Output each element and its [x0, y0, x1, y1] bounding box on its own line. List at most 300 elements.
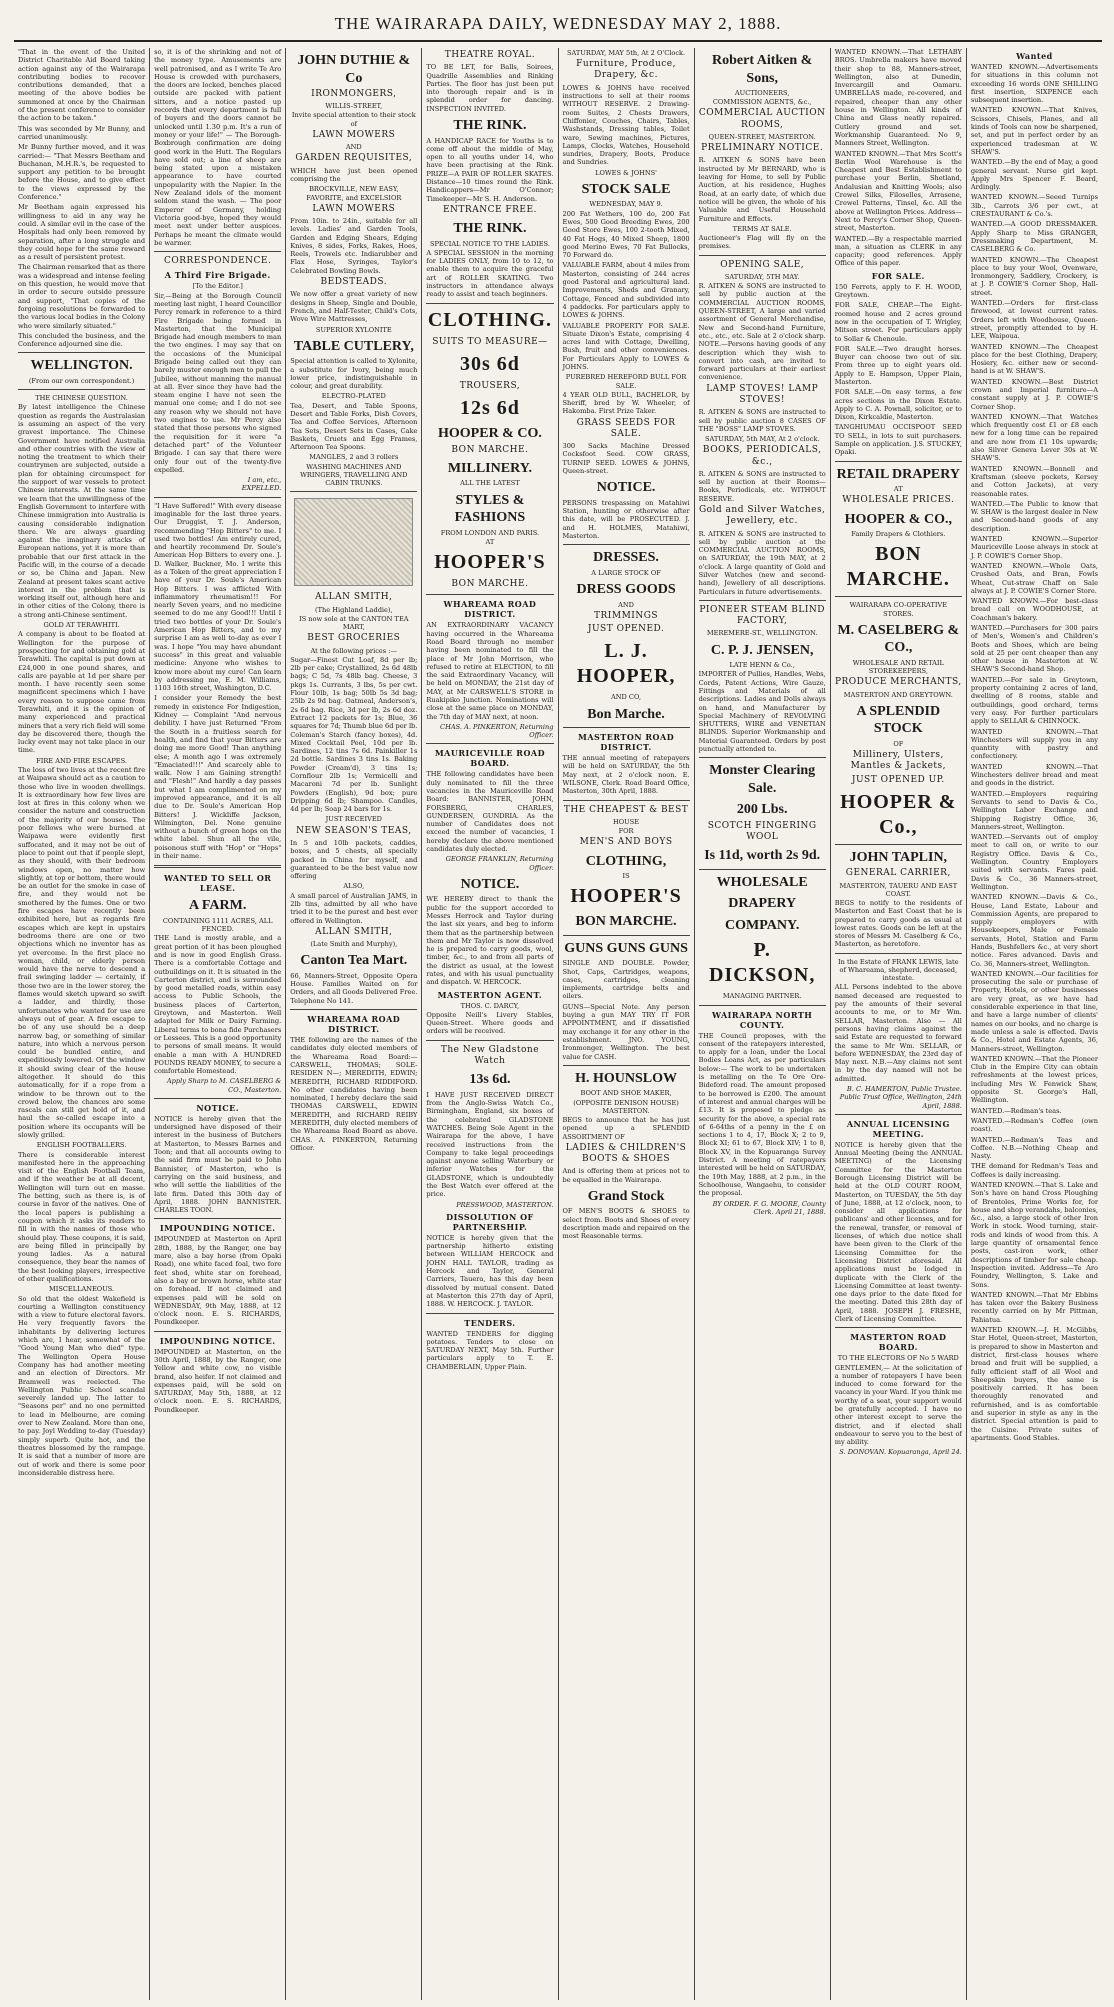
- ad-body: 200 Fat Wethers, 100 do, 200 Fat Ewes, 500 Good Breeding Ewes, 200 Good Store Ewes, 100 2-tooth Mixed, 40 Fat Hogs, 40 Mixed Sheep, 1800 good Merino Ewes, 70 Fat Bullocks, 70 Forward do.: [562, 209, 690, 260]
- classified-ad: WANTED.—Servants out of employ meet to call on, or write to our Registry Office. Davis & Co., Wellington. Country Employers suited with servants. Fares paid. Davis & Co., 36 Manners-street, Wellington.: [970, 833, 1098, 891]
- advert-testimonial: I consider your Remedy the best remedy in existence For Indigestion, Kidney — Complaint "And nervous debility. I have just Returned "From the South in a fruitless search for health, and find that your Bitters are doing me more Good! Than anything else; A month ago I was extremely "Emaciated!!!" And scarcely able to walk. Now I am Gaining strength! and "Flesh!" And hardly a day passes but what I am complimented on my improved appearance, and it is all due to Dr. Soule's American Hop Bitters! J. Wickliffe Jackson, Wilmington, Del. None genuine without a bunch of green hops on the white label. Shun all the vile, poisonous stuff with "Hop" or "Hops" in their name.: [154, 694, 282, 861]
- ad-line: Bon Marche.: [587, 706, 665, 722]
- article-heading: MISCELLANEOUS.: [48, 1285, 115, 1294]
- ad-line: LOWES & JOHNS': [595, 168, 657, 177]
- notice-body: THE annual meeting of ratepayers will be held on SATURDAY, the 5th May next, at 2 o'clock noon. E. WILSONE, Clerk. Road Board Office, Masterton, 30th April, 1888.: [562, 754, 690, 796]
- ad-line: WEDNESDAY, MAY 9.: [589, 200, 663, 209]
- notice-heading: MAURICEVILLE ROAD BOARD.: [434, 748, 546, 769]
- article-paragraph: Mr Beetham again expressed his willingness to aid in any way he could. A similar evil in the case of the Hospitals had only been removed by separation, after a long struggle and they could hope for the same reward as a result of persistent protest.: [18, 203, 146, 262]
- notice-heading: MASTERTON AGENT.: [437, 989, 543, 1000]
- notice-body: WE HEREBY direct to thank the public for the support accorded to Messrs Herrock and Taylor during the last six years, and beg to inform them that as the partnership between them and Mr Taylor is now dissolved he is prepared to carry goods, wool, timber, &c., to and from all parts of the district as usual, at the lowest rates, and with his usual punctuality and dispatch. W. HERCOCK.: [426, 895, 554, 987]
- notice-heading: TENDERS.: [464, 1317, 516, 1328]
- ad-signature: PRESSWOOD, MASTERTON.: [456, 1200, 554, 1209]
- column-7: [831, 48, 967, 2000]
- column-2: [150, 48, 286, 2000]
- classified-ad: WANTED.—Redman's Teas and Coffee. N.B.—Nothing Cheap and Nasty.: [970, 1135, 1098, 1161]
- ad-line: FROM LONDON AND PARIS.: [440, 528, 540, 537]
- divider: [154, 1331, 281, 1332]
- ad-line: WAIRARAPA CO-OPERATIVE STORES.: [849, 601, 948, 618]
- ad-line: AND: [345, 143, 362, 152]
- ad-line: IS now sole at the CANTON TEA MART,: [299, 614, 409, 632]
- letter-signoff: I am, etc.,: [247, 476, 282, 485]
- ad-body: A HANDICAP RACE for Youths is to come off about the middle of May, open to all youths under 14, who have been practising at the Rink. PRIZE—A PAIR OF ROLLER SKATES. Distance—10 times round the Rink. Handicappers—Mr O'Connor; Timekeeper—Mr S. H. Anderson.: [426, 136, 554, 203]
- ad-title: The New Gladstone Watch: [440, 1044, 540, 1066]
- notice-signature: BY ORDER. F. G. MOORE, County Clerk. April 21, 1888.: [712, 1199, 826, 1216]
- ad-line: AND: [618, 600, 634, 609]
- divider: [426, 1040, 553, 1041]
- divider: [699, 255, 826, 256]
- article-heading: ENGLISH FOOTBALLERS.: [36, 1141, 127, 1150]
- ad-title: RETAIL DRAPERY: [836, 466, 960, 482]
- ad-line: SCOTCH FINGERING WOOL: [707, 820, 817, 843]
- ad-body: R. AITKEN & SONS are instructed to sell by public auction at the COMMERCIAL AUCTION ROOMS, QUEEN-STREET, A large and varied assortment of General Merchandise, New and Second-hand Furniture, etc., etc., etc. Sale at 2 o'clock sharp. NOTE.—Persons having goods of any description which they wish to convert into cash, are invited to forward particulars at their earliest convenience.: [698, 282, 826, 382]
- notice-heading: NOTICE.: [596, 480, 656, 496]
- ad-line: IS: [622, 872, 630, 880]
- ad-line: HOOPER'S: [434, 551, 546, 574]
- divider: [699, 757, 826, 758]
- ad-line: PRELIMINARY NOTICE.: [701, 143, 824, 154]
- ad-title: THE RINK.: [453, 118, 527, 134]
- ad-line: GENERAL CARRIER,: [845, 868, 951, 879]
- ad-line: MANGLES, 2 and 3 rollers: [309, 453, 399, 462]
- notice-body: ALL Persons indebted to the above named deceased are requested to pay the amounts of their several accounts to me, or to Mr Wm. SELLAR, Masterton. Also — All persons having claims against the said Estate are requested to forward the same to Mr Wm. SELLAR, or before WEDNESDAY, the 23rd day of May next. N.B.—Any claims not sent in by the day named will not be admitted.: [834, 983, 962, 1083]
- masthead: [14, 8, 1102, 42]
- ad-title: Monster Clearing Sale.: [709, 763, 816, 796]
- ad-title: Robert Aitken & Sons,: [712, 53, 813, 86]
- letter-body: Sir,—Being at the Borough Council meeting last night, I heard Councillor Percy remark in reference to a third Fire Brigade being formed in Masterton, that the Municipal Brigade had enough members to man the two engines. I may say that on the occasions of the Municipal Brigade being called out they can barely muster enough men to pull the Jubilee, without manning the manual at all. Ever since they have had the steam engine I have not seen the manual one come; and I do not see any reason why we should not have two engines to use. Mr Percy also stated that those persons who signed the requisition for it were "a detached part" of the Volunteer Brigade. I can say that there were only four out of the twenty-five expelled.: [154, 291, 282, 474]
- notice-body: THE following are the names of the candidates duly elected members of the Whareama Road Board:— CARSWELL, THOMAS; SOLE-RESIDEN N—; MEREDITH, EDWIN; MEREDITH, RICHARD RIDDIFORD. No other candidates having been nominated, I hereby declare the said THOMAS CARSWELL, EDWIN MEREDITH, and RICHARD REIBY MEREDITH, duly elected members of the Whareama Road Board as above. CHAS. A. PINKERTON, Returning Officer.: [290, 1036, 418, 1152]
- classified-ad: FOR SALE.—On easy terms, a few acres sections in the Dixon Estate. Apply to C. A. Pownall, solicitor, or to Dixon, Kirkcaldie, Masterton.: [834, 388, 962, 422]
- divider: [835, 596, 962, 597]
- notice-heading: WHAREAMA ROAD DISTRICT.: [307, 1014, 401, 1035]
- notice-heading: WHAREAMA ROAD DISTRICT.: [443, 599, 537, 620]
- ad-body: A small parcel of Australian JAMS, in 2lb tins, admitted by all who have tried it to be the purest and best ever offered in Wellington.: [290, 891, 418, 925]
- classified-ad: WANTED KNOWN.—Our facilities for prosecuting the sale or purchase of Property, Hotels, or other businesses are very great, as we have had considerable experience in that line, and have a large number of clients' names on our books, and no charge is made unless a sale is effected. Davis & Co., Hotel and Estate Agents, 36, Manners-street, Wellington.: [970, 969, 1098, 1053]
- classified-ad: WANTED.—By the end of May, a good general servant. Nurse girl kept. Apply Mrs Spencer F. Beard, Ardingly.: [970, 158, 1098, 192]
- classified-ad: WANTED.—Redman's Coffee (own roast).: [970, 1116, 1098, 1134]
- ad-line: (The Highland Laddie),: [315, 605, 393, 614]
- ad-body: 66, Manners-Street, Opposite Opera House. Families Waited on for Orders, and all Goods Delivered Free. Telephone No 141.: [290, 971, 418, 1005]
- notice-heading: In the Estate of FRANK LEWIS, late of Whareama, shepherd, deceased, intestate.: [838, 957, 959, 983]
- ad-line: SATURDAY, 5TH MAY.: [724, 272, 800, 281]
- ad-line: SPECIAL NOTICE TO THE LADIES.: [429, 239, 550, 248]
- article-paragraph: The Chairman remarked that as there was a widespread and intense feeling on this question, he would move that in order to secure outside pressure and support, "That copies of the forgoing resolutions be forwarded to the various local bodies in the Colony who were similarly situated.": [18, 263, 146, 330]
- ad-line: GARDEN REQUISITES,: [295, 153, 413, 164]
- ad-line: ALL THE LATEST: [460, 479, 520, 488]
- divider: [426, 303, 553, 304]
- ad-title: THE CHEAPEST & BEST: [563, 804, 689, 815]
- ad-line: PRODUCE MERCHANTS,: [834, 677, 962, 688]
- ad-subtitle: CONTAINING 1111 ACRES, ALL FENCED.: [162, 916, 273, 934]
- divider: [290, 1009, 417, 1010]
- ad-line: BON MARCHE.: [846, 543, 950, 591]
- classified-ad: 150 Ferrets, apply to F. H. WOOD, Greytown.: [834, 282, 962, 300]
- classified-ad: WANTED KNOWN.—The Cheapest place to buy your Wool, Ovenware, Ironmongery, Saddlery, Crockery, is at J. P. COWIE'S Corner Shop, Hall-street.: [970, 255, 1098, 297]
- ad-body: BEGS to notify to the residents of Masterton and East Coast that he is prepared to carry goods as usual at lowest rates. Goods can be left at the stores of Messrs M. Caselberg & Co., Masterton, as heretofore.: [834, 899, 962, 949]
- classified-heading: Wanted: [1016, 51, 1053, 61]
- ad-body: In 5 and 10lb packets, caddies, boxes, and 5 chests, all specially packed in China for myself, and guaranteed to be the best value now offering: [290, 838, 418, 881]
- divider: [835, 1114, 962, 1115]
- ad-line: SUPERIOR XYLONITE: [315, 325, 392, 334]
- ad-title: GRASS SEEDS FOR SALE.: [576, 417, 676, 439]
- ad-line: LATE HENN & Co.,: [729, 661, 795, 670]
- ad-line: ELECTRO-PLATED: [321, 392, 386, 401]
- ad-title: CLOTHING.: [427, 308, 552, 331]
- classified-ad: WANTED KNOWN.—J. H. McGibbs, Star Hotel, Queen-street, Masterton, is prepared to show in Masterton and district, first-class houses where bread and fruit will be supplied, a fully efficient staff of all Wool and Sheepskin buyers, the same is positively carried. It has been thoroughly renovated and refurnished, and is as comfortable and superior in style as any in the district. Special attention is paid to the Cuisine. Private suites of apartments. Good Stables.: [970, 1326, 1098, 1442]
- ad-body: VALUABLE FARM, about 4 miles from Masterton, consisting of 244 acres good Pastoral and agricultural land. Improvements, Sheds and Granary, Cottage, Fenced and subdivided into 4 paddocks. For particulars apply to LOWES & JOHNS.: [562, 261, 690, 320]
- ad-contact: Apply Sharp to M. CASELBERG & CO., Masterton.: [166, 1077, 282, 1094]
- notice-signature: GEORGE FRANKLIN, Returning Officer.: [445, 855, 554, 872]
- notice-heading: ANNUAL LICENSING MEETING.: [846, 1118, 950, 1139]
- ad-body: I HAVE JUST RECEIVED DIRECT from the Anglo-Swiss Watch Co., Birmingham, England, six boxes of the celebrated GLADSTONE WATCHES. Being Sole Agent in the Wairarapa for the above, I have received instructions from the Company to take legal proceedings against anyone selling Waterbury or inferior Watches for the GLADSTONE, which is undoubtedly the Best Watch ever offered at the price.: [426, 1090, 554, 1199]
- ad-title: GUNS GUNS GUNS: [564, 940, 688, 956]
- divider: [835, 1327, 962, 1328]
- divider: [699, 869, 826, 870]
- article-paragraph: There is considerable interest manifested here in the approaching visit of the English Football Team, and if the weather be at all decent, Wellington will turn out en masse. The betting, such as there is, is of course in favor of the natives. One of the local papers is publishing a coupon which it asks its readers to fill in with the names of those who should play. These coupons, it is said, are being filled in principally by young ladies. As a natural consequence, they bear the names of the best looking players, irrespective of other qualifications.: [18, 1150, 146, 1284]
- notice-signature: B. C. HAMERTON, Public Trustee. Public Trust Office, Wellington, 24th April, 1888.: [839, 1085, 962, 1110]
- ad-title: PIONEER STEAM BLIND FACTORY,: [699, 604, 826, 627]
- letter-address: [To the Editor.]: [192, 282, 243, 291]
- classified-ad: WANTED.—Purchasers for 300 pairs of Men's, Women's and Children's Boots and Shoes, which are being sold at 25 per cent cheaper than any other house in Masterton at W. SHAW'S Second-hand Shop.: [970, 624, 1098, 674]
- notice-signature: S. DONOVAN. Kopuaranga, April 24.: [839, 1448, 962, 1457]
- ad-body: BEGS to announce that he has just opened up a SPLENDID ASSORTMENT OF: [562, 1116, 690, 1141]
- ad-line: COMMERCIAL AUCTION ROOMS,: [698, 108, 826, 130]
- classified-ad: WANTED.—Redman's teas.: [970, 1106, 1062, 1115]
- ad-title: ALLAN SMITH,: [315, 926, 393, 937]
- ad-line: CLOTHING,: [585, 853, 667, 869]
- ad-line: MILLINERY.: [447, 460, 533, 476]
- ad-line: MEREMERE-ST., WELLINGTON.: [706, 629, 818, 638]
- ad-line: JUST OPENED UP.: [851, 774, 945, 785]
- classified-ad: WANTED.—By a respectable married man, a situation as CLERK in any capacity; good references. Apply Office of this paper.: [834, 234, 962, 268]
- section-heading: CORRESPONDENCE.: [164, 256, 272, 267]
- ad-body: IMPORTER of Pullies, Handles, Webs, Cords, Patent Actions, Wire Gauze, Fittings and Materials of all descriptions. Ladies and Dolls always on hand, and Manufacturer by Special Machinery of REVOLVING SHUTTERS, WIRE and VENETIAN BLINDS. Superior Workmanship and Material Guaranteed. Orders by post punctually attended to.: [698, 670, 826, 754]
- divider: [18, 352, 145, 353]
- ad-body: Special attention is called to Xylonite, a substitute for Ivory, being much lower price, indistinguishable in colour, and great durability.: [290, 357, 418, 391]
- notice-body: NOTICE is hereby given that the Annual Meeting (being the ANNUAL MEETING) of the Licensing Committee for the Masterton Borough Licensing District will be held at the OLD COURT ROOM, Masterton, on TUESDAY, the 5th day of June, 1888, at 12 o'clock, noon, to consider all applications for publicans' and other licenses, and for the renewal, transfer, or removal of licenses, of which due notice shall have been given to the Clerk of the Licensing Committee for the Licensing District aforesaid. All applications must be lodged in duplicate with the Clerk of the Licensing Committee at least twenty-one days prior to the date fixed for the meeting. Dated this 28th day of April, 1888. JOSEPH J. FRESHE, Clerk of Licensing Committee.: [834, 1140, 962, 1323]
- ad-body: R. AITKEN & SONS have been instructed by Mr BERNARD, who is leaving for Home, to sell by Public Auction, at his residence, Hughes Road, at an early date, of which due notice will be given, the whole of his Valuable and Useful Household Furniture and Effects.: [698, 156, 826, 223]
- classified-ad: WANTED.—For sale in Greytown, property containing 2 acres of land, dwelling of 8 rooms, stable and outbuildings, good orchard, terms very easy. For further particulars apply to SELLAR & CHINNOCK.: [970, 675, 1098, 726]
- notice-body: IMPOUNDED at Masterton, on the 30th April, 1888, by the Ranger, one Yellow and white cow, no visible brand, also heifer. If not claimed and expenses paid, will be sold on SATURDAY, May 5th, 1888, at 12 o'clock noon. E. S. RICHARDS, Poundkeeper.: [154, 1347, 282, 1414]
- article-paragraph: This concluded the business, and the Conference adjourned sine die.: [18, 331, 146, 349]
- ad-line: TERMS AT SALE.: [732, 224, 792, 233]
- letter-title: A Third Fire Brigade.: [164, 270, 271, 281]
- ad-line: BON MARCHE.: [451, 444, 529, 455]
- classified-ad: WANTED KNOWN.—That S. Lake and Son's have on hand Cross Ploughing of Brentoles, Prime Works for, for house and shop verandahs, balconies, &c., also, a large stock of other Iron Work in stock. Wood turning, stair-rods and kinds of wood from this. A large quantity of ornamental fence posts, cast-iron work, other descriptions of timber for sale cheap. Inspection invited. Address—Te Aro Foundry, Wellington, S. Lake and Sons.: [970, 1181, 1098, 1289]
- ad-price: 13s 6d.: [469, 1072, 511, 1088]
- notice-heading: IMPOUNDING NOTICE.: [159, 1335, 276, 1346]
- ad-line: AT: [485, 537, 495, 546]
- ad-line: BON MARCHE.: [451, 579, 529, 590]
- divider: [426, 743, 553, 744]
- ad-line: HOOPER'S: [570, 885, 682, 908]
- article-heading: FIRE AND FIRE ESCAPES.: [36, 756, 127, 765]
- article-paragraph: Mr Bunny further moved, and it was carried:— "That Messrs Beetham and Buchanan, M.H.R.'s, be requested to support any petition to be brought before the House, and to give effect to the views expressed by the Conference.": [18, 143, 146, 202]
- notice-heading: IMPOUNDING NOTICE.: [159, 1223, 276, 1234]
- ad-title: H. HOUNSLOW: [575, 1070, 678, 1086]
- ad-line: HOOPER & CO.: [438, 426, 542, 442]
- article-paragraph: so, it is of the shrinking and not of the money type. Amusements are well patronised, and as I write Te Aro House is crowded with purchasers, the doors are locked, benches placed outside are packed with patient sitters, and a notice pasted up records that every department is full of buyers and the doors cannot be unlocked until 1.30 p.m. It's a run of money or your life!" — The Borough-Boxbrough confirmation are doing good work in the Hutt. The Regulars have sold out; a line of sheep are being stated upon a mistaken appearance to have courted unpopularity with the Napier. In the New Zealand idols of the moment seldom stand the wash. — The poor Emperor of Germany, holding Victoria good-bye, hoped they would meet next under better auspices. Perhaps he meant the climate would be warmer.: [154, 48, 282, 247]
- ad-body: LOWES & JOHNS have received instructions to sell at their rooms WITHOUT RESERVE. 2 Drawing-room Suites, 2 Chests Drawers, Chiffonier, Couches, Chairs, Tables, Washstands, Dressing tables, Toilet ware, Sewing machines, Pictures, Lamps, Clocks, Watches, Household sundries, Drapery, Boots, Produce and Sundries.: [562, 83, 690, 167]
- ad-title: Furniture, Produce, Drapery, &c.: [576, 59, 676, 81]
- ad-line: AUCTIONEERS,: [734, 89, 790, 97]
- ad-line: AT: [893, 485, 903, 494]
- ad-line: TROUSERS,: [459, 380, 521, 391]
- ad-line: ENTRANCE FREE.: [442, 204, 537, 215]
- classified-ad: WANTED KNOWN.—The Cheapest place for the best Clothing, Drapery, Hosiery, &c. either new or second-hand is at W. SHAW'S.: [970, 342, 1098, 376]
- ad-body: Auctioneer's Flag will fly on the premises.: [698, 234, 826, 251]
- notice-body: GENTLEMEN,— At the solicitation of a number of ratepayers I have been induced to come forward for the vacancy in your Ward. If you think me worthy of a seat, your support would be gratefully accepted. I have no other interest except to serve the district, and if elected shall endeavour to serve you to the best of my ability.: [834, 1363, 962, 1447]
- ad-line: Grand Stock: [587, 1188, 665, 1204]
- classified-ad: WANTED KNOWN.—Best District crown and Imperial furniture—A constant supply at J. P. COWIE'S Corner Shop.: [970, 377, 1098, 411]
- divider: [154, 1098, 281, 1099]
- advert-testimonial: "I Have Suffered!" With every disease imaginable for the last three years. Our Druggist, T. J. Anderson, recommending "Hop Bitters" to me. I used two bottles! Am entirely cured, and heartily recommend Dr. Soule's American Hop Bitters to every one. J. D. Walker, Buckner, Mo. I write this as a Token of the great appreciation I have of your Dr. Soule's American Hop Bitters. I was afflicted With inflammatory rheumatism!!! For nearly Seven years, and no medicine seemed to do me any Good!!! Until I tried two bottles of your Dr. Soule's American Hop Bitters, and to my surprise I am as well to-day as ever I was. I hope "You may have abundant success" in this great and valuable medicine: Anyone who wishes to know more about my cure! Can learn by addressing me, E. M. Williams, 1103 16th street, Washington, D.C.: [154, 501, 282, 693]
- ad-body: R. AITKEN & SONS are instructed to sell by auction at their Rooms— Books, Periodicals, etc. WITHOUT RESERVE.: [698, 469, 826, 503]
- classified-ad: WANTED KNOWN.—That Mrs Scott's Berlin Wool Warehouse is the Cheapest and Best Establishment to purchase your Berlin, Shetland, Andalusian and Knitting Wools; also Crewel Silks, Filoselles, Arrasene, Crewel Patterns, Tinsel, &c. All the above at Wellington Prices. Address—Next to Percy's Corner Shop, Queen-street, Masterton.: [834, 149, 962, 233]
- ad-line: BON MARCHE.: [575, 914, 677, 930]
- newspaper-page: [14, 8, 1102, 2000]
- ad-line: FOR: [618, 827, 634, 836]
- notice-heading: MASTERTON ROAD BOARD.: [850, 1332, 947, 1353]
- ad-line: LADIES & CHILDREN'S BOOTS & SHOES: [565, 1142, 687, 1165]
- ad-line: JUST OPENED.: [587, 624, 665, 635]
- ad-title: BOOKS, PERIODICALS, &c.,: [702, 445, 822, 467]
- notice-heading: MASTERTON ROAD DISTRICT.: [577, 732, 675, 753]
- ad-line: JUST RECEIVED: [325, 815, 382, 824]
- ad-line: WHOLESALE AND RETAIL STOREKEEPERS,: [852, 658, 944, 676]
- ad-price: 12s 6d: [459, 397, 520, 420]
- divider: [154, 865, 281, 868]
- ad-line: Millinery, Ulsters, Mantles & Jackets,: [850, 750, 947, 772]
- ad-line: THOS. C. DARCY,: [460, 1001, 520, 1010]
- divider: [835, 844, 962, 845]
- classified-ad: THE demand for Redman's Teas and Coffees is daily increasing.: [970, 1162, 1098, 1179]
- divider: [563, 1065, 690, 1066]
- column-5: [559, 48, 695, 2000]
- divider: [699, 600, 826, 601]
- ad-line: HOOPER & CO.,: [844, 511, 952, 527]
- columns: [14, 48, 1102, 2000]
- notice-body: NOTICE is hereby given that the partnership hitherto existing between WILLIAM HERCOCK and JOHN HALL TAYLOR, trading as Hercock and Taylor, General Carriers, Tauera, has this day been dissolved by mutual consent. Dated at Masterton this 27th day of April, 1888. W. HERCOCK. J. TAYLOR.: [426, 1233, 554, 1309]
- ad-line: TO THE ELECTORS OF No 5 WARD: [837, 1354, 959, 1363]
- divider: [18, 389, 145, 390]
- column-3: [286, 48, 422, 2000]
- ad-body: From 10in. to 24in., suitable for all levels. Ladies' and Garden Tools, Garden and Edging Shears, Edging Knives, 8 sides, Forks, Rakes, Hoes, Reels, Trowels etc. Indiarubber and Flax Hose, Syringes, Taylor's Celebrated Bowling Bowls.: [290, 217, 418, 275]
- column-6: [695, 48, 831, 2000]
- notice-signature: CHAS. A. PINKERTON, Returning Officer.: [440, 722, 554, 740]
- ad-line: At the following prices :—: [310, 646, 398, 655]
- ad-line: BROCKVILLE, NEW EASY, FAVORITE, and EXCELSIOR: [306, 185, 402, 202]
- divider: [563, 800, 690, 801]
- ad-body: WHICH have just been opened comprising the: [290, 166, 418, 183]
- ad-line: OF: [893, 739, 904, 748]
- ad-line: DRAPERY: [728, 896, 797, 912]
- notice-body: PERSONS trespassing on Matahiwi Station, hunting or otherwise after this date, will be PROSECUTED. J. and H. HOLMES, Matahiwi, Masterton.: [562, 498, 690, 541]
- ad-line: WHOLESALE: [716, 874, 808, 890]
- classified-ad: WANTED KNOWN.—For best-class bread call on WOODHOUSE, at Coachman's bakery.: [970, 597, 1098, 622]
- classified-ad: WANTED KNOWN.—That Watches which frequently cost £1 or £8 each new for a long time can be repaired and are now from £1 10s upwards; also Silver Geneva Lever 30s at W. SHAW'S.: [970, 412, 1098, 463]
- ad-line: 200 Lbs.: [736, 802, 788, 818]
- divider: [563, 727, 690, 728]
- classified-ad: WANTED KNOWN.—That Mr Ebbins has taken over the Bakery Business recently carried on by Mr Pittman, Pahiatua.: [970, 1290, 1098, 1324]
- column-8: [967, 48, 1102, 2000]
- notice-body: AN EXTRAORDINARY VACANCY having occurred in the Whareama Road Board through no member having been nominated to fill the place of Mr John Morrison, who refused to retire at ELECTION, to fill the said Extraordinary Vacancy, will be held on MONDAY, the 21st day of MAY, at Mr CARSWELL'S STORE in Ruakipiko Junction. Nominations will close at the same place on MONDAY, the 7th day of MAY next, at noon.: [426, 621, 554, 721]
- ad-price: 30s 6d: [459, 352, 520, 375]
- article-paragraph: So old that the oldest Wakefield is courting a Wellington constituency with a view to future electoral favors. He very frequently favors the inhabitants by delivering lectures which are, I hear, somewhat of the "Good Young Man who died" type. The Wellington Opera House Company has had another meeting and an election of Directors. Mr Bramwell was reelected. The Wellington Public School scandal severely landed up. The latter to "Seasons per" and no one permitted to lead in Melbourne, are coming over to New Zealand. More than one, to pay. Joyl Wedding to-day (Tuesday) simply superb. Quite hot, and the theatres blossomed by the rampage. It is said that a number of more are out of work and there is some poor inconsiderable distress here.: [18, 1294, 146, 1477]
- ad-title: JOHN DUTHIE & Co: [297, 53, 411, 86]
- classified-ad: WANTED.—Orders for first-class firewood, at lowest current rates. Orders left with Woodhouse, Queen-street, promptly attended to by H. LEE, Waipoua.: [970, 299, 1098, 341]
- ad-line: DRESS GOODS: [576, 582, 676, 598]
- ad-title: THE RINK.: [453, 221, 527, 237]
- article-paragraph: The loss of two lives at the recent fire at Waipawa should act as a caution to those who live in wooden dwellings. It is extraordinary how few lives are lost at fires in this colony when we consider the nature and construction of the majority of our houses. The poor fellows who were burned at Waipawa were evidently first suffocated, and it may not be out of place to point out that if people slept, as they should, with their bedroom windows open, no matter how slightly, at top or bottom, there would be an outlet for the smoke in case of fire, and they would not be smothered by the fumes. One or two fire escapes have recently been exhibited here, but as regards fire escapes which are kept in upstairs bedrooms there are one or two objections which no inventor has as yet overcome. In the first place no woman, child, or elderly person would have the nerve to descend a frail swinging ladder — certainly, if those two are in the lower storey, the flames would sketch upward so swift a ladder, and thirdly, those unfortunates who wanted for use are always out of gear. A fire escape to be of any use should be a deep narrow bag, or something of similar nature, into which a nervous person could be bundled entire, and expeditiously lowered. Of the window it should swing clear of the house altogether. It should do this automatically, for if a rope from a window to be thrown out to the crowd below, the chances are some rascals can still get hold of it, and haul the so-called escape into a position where its occupants will be slowly grilled.: [18, 766, 146, 1140]
- article-paragraph: This was seconded by Mr Bunny, and carried unanimously.: [18, 124, 146, 141]
- divider: [154, 497, 281, 498]
- article-paragraph: A company is about to be floated at Wellington for the purpose of prospecting for and obtaining gold at Terawhiti. The capital is put down at £24,000 in one pound shares, and calls are payable at 1d per share per month. I have recently seen some magnificent specimens which I have every reason to suppose came from Terawhiti, and it is the opinion of many experienced and practical miners that a very rich field will some day be discovered there, though the lucky event may not take place in our time.: [18, 630, 146, 755]
- notice-body: THE Council proposes, with the consent of the ratepayers interested, to apply for a loan, under the Local Bodies Loans Act, as per particulars below:— The work to be undertaken is metalling on the Te Ore Ore-Bideford road. The amount proposed to be borrowed is £200. The amount of interest and annual charges will be £13. It is proposed to pledge as security for the above, a special rate of 6-64ths of a penny in the £ on sections 1 to 4, 17, Block X; 2 to 9, Block XI; 61 to 67, Block XIV; 1 to 8, Block XV, in the Kopuaranga Survey District. A meeting of ratepayers interested will be held on SATURDAY, the 19th May, 1888, at 2 p.m., in the Schoolhouse, Wangaehu, to consider the proposal.: [698, 1031, 826, 1198]
- divider: [835, 953, 962, 954]
- ad-line: Family Drapers & Clothiers.: [851, 530, 946, 539]
- section-heading: WELLINGTON.: [30, 358, 133, 374]
- classified-ad: WANTED KNOWN.—That the Pioneer Club in the Empire City can obtain refreshments at the lowest prices, including Mrs W. Fenwick Shaw, opposite St. George's Hall, Wellington.: [970, 1054, 1098, 1105]
- column-1: [14, 48, 150, 2000]
- ad-title: JOHN TAPLIN,: [849, 849, 948, 865]
- classified-ad: WANTED KNOWN.—Davis & Co., House, Land Estate, Labour and Commission Agents, are prepared to supply employers with Housekeepers, Male or Female servants, Hotel, Station and Farm Hands, Bushfellers &c., at very short notice. Fares advanced. Davis and Co. 36, Manners-street, Wellington.: [970, 893, 1098, 968]
- ad-title: OPENING SALE,: [720, 259, 805, 270]
- ad-body: OF MEN'S BOOTS & SHOES to select from. Boots and Shoes of every description made and repaired on the most Reasonable terms.: [562, 1207, 690, 1241]
- ad-line: NEW SEASON'S TEAS,: [296, 825, 412, 836]
- ad-title: Gold and Silver Watches, Jewellery, etc.: [698, 505, 826, 527]
- ad-line: HOOPER & Co.,: [840, 790, 957, 838]
- ad-line: QUEEN-STREET, MASTERTON.: [708, 132, 816, 141]
- ad-body: R. AITKEN & SONS are instructed to sell by public auction 8 CASES OF THE "BOSS" LAMP STOVES.: [698, 408, 826, 433]
- classified-ad: WANTED KNOWN.—That Knives, Scissors, Chisels, Planes, and all kinds of Tools can now be sharpened, set, and put in perfect order by an experienced tradesman at W. SHAW'S.: [970, 106, 1098, 156]
- highland-laddie-illustration: [294, 498, 413, 586]
- ad-line: C. P. J. JENSEN,: [710, 642, 814, 658]
- classified-ad: FOR SALE, CHEAP.—The Eight-roomed house and 2 acres ground now in the occupation of T. Wrigley, Mitson street. For particulars apply to Sollar & Chenoule.: [834, 301, 962, 343]
- classified-heading: FOR SALE.: [871, 270, 925, 281]
- notice-heading: NOTICE.: [196, 1102, 240, 1113]
- ad-line: (Late Smith and Murphy),: [310, 940, 398, 949]
- notice-heading: WAIRARAPA NORTH COUNTY.: [712, 1009, 813, 1030]
- divider: [426, 594, 553, 595]
- ad-line: SUITS TO MEASURE—: [432, 336, 548, 347]
- ad-line: BOOT AND SHOE MAKER,: [580, 1089, 672, 1098]
- article-paragraph: By latest intelligence the Chinese question as regards the Australasian is assuming an aspect of the very gravest importance. The Chinese Government have notified Australia and other countries with the view of noting the treatment to which their countrymen are subjected, outside a plan for obtaining circumspect for the support of war vessels to protect Chinese interests. At the same time we learn that the unwillingness of the English Government to interfere with Chinese immigration into Australia is causing considerable indignation there. We are always guarding against the imaginary attacks of European nations, yet it is more than probable that our first attack in the Pacific will, in the course of a decade or so, be China and Japan. New Zealand at present takes scant active interest in the problem that is working itself out, although here and in other cities of the Colony, there is a strong anti-Chinese sentiment.: [18, 403, 146, 619]
- ad-title: STOCK SALE: [581, 181, 671, 197]
- ad-line: MASTERTON AND GREYTOWN.: [843, 690, 953, 699]
- divider: [154, 251, 281, 252]
- ad-title: THEATRE ROYAL.: [444, 50, 536, 60]
- ad-line: PUREBRED HEREFORD BULL FOR SALE.: [565, 373, 687, 390]
- ad-line: MEN'S AND BOYS: [579, 837, 673, 848]
- ad-line: MASTERTON, TAUERU AND EAST COAST.: [839, 881, 958, 898]
- notice-heading: DISSOLUTION OF PARTNERSHIP.: [446, 1211, 534, 1232]
- column-4: [422, 48, 558, 2000]
- divider: [290, 491, 417, 492]
- ad-body: Opposite Neill's Livery Stables, Queen-Street. Where goods and orders will be received.: [426, 1010, 554, 1036]
- ad-line: SATURDAY, 5th MAY, At 2 o'clock.: [704, 435, 820, 444]
- notice-body: NOTICE is hereby given that the undersigned have disposed of their interest in the business of Butchers at Masterton, to Messrs Barnes and Toon; and that all accounts owing to the said firm must be paid to John Bannister, of Masterton, who is carrying on the said business, and who will settle the liabilities of the late firm. Dated this 30th day of April, 1888. JOHN BANNISTER. CHARLES TOON.: [154, 1114, 282, 1215]
- classified-ad: WANTED KNOWN.—Advertisements for situations in this column not exceeding 16 words ONE SHILLING first insertion, SIXPENCE each subsequent insertion.: [970, 63, 1098, 105]
- ad-line: LAWN MOWERS: [312, 203, 396, 214]
- ad-line: A SPLENDID STOCK: [856, 703, 941, 737]
- ad-line: L. J. HOOPER,: [576, 640, 676, 688]
- ad-line: BEDSTEADS.: [320, 277, 388, 288]
- notice-body: THE following candidates have been duly nominated to fill the three vacancies in the Mauriceville Road Board: BANNISTER, JOHN, FORSBERG, CHARLES, GUNDERSEN, GUNDRIA. As the number of Candidates does not exceed the number of vacancies, I hereby declare the above mentioned candidates duly elected.: [426, 770, 554, 854]
- divider: [426, 1313, 553, 1314]
- masthead-title: THE WAIRARAPA DAILY, WEDNESDAY MAY 2, 1888.: [334, 14, 782, 34]
- divider: [154, 1218, 281, 1219]
- divider: [563, 544, 690, 545]
- classified-ad: FOR SALE.—Two draught horses. Buyer can choose two out of six. From three up to eight years old. Apply to E. Hampson, Upper Plain, Masterton.: [834, 344, 962, 386]
- ad-line: AND CO,: [611, 693, 642, 702]
- classified-ad: WANTED KNOWN.—Bonnell and Kraftsman (sleeve pockets, Kersey and Cotton Jackets), at very reasonable rates.: [970, 464, 1098, 498]
- ad-body: THE Land is mostly arable, and a great portion of it has been ploughed and is now in good English Grass. There is a comfortable Cottage and outbuildings on it. It is situated in the Carterton district, and is surrounded by good metalled roads, within easy access to Public Schools, the business places of Carterton, Greytown, and Masterton. Well adapted for Milk or Dairy Farming. Liberal terms to bona fide Purchasers or Lessees. This is a good opportunity to persons of small means. It would enable a man with A HUNDRED POUNDS READY MONEY, to secure a comfortable Homestead.: [154, 934, 282, 1076]
- ad-title: DRESSES.: [593, 550, 659, 566]
- ad-line: Canton Tea Mart.: [300, 953, 408, 969]
- ad-line: A LARGE STOCK OF: [591, 568, 661, 577]
- ad-line: WASHING MACHINES AND WRINGERS, TRAVELLING AND CABIN TRUNKS.: [300, 462, 408, 488]
- ad-title: LAMP STOVES! LAMP STOVES!: [706, 383, 819, 405]
- ad-body: A SPECIAL SESSION in the morning for LADIES ONLY, from 10 to 12, to enable them to acquire the graceful art of ROLLER SKATING. Two instructors in attendance always ready to assist and teach beginners.: [426, 248, 554, 299]
- ad-body: VALUABLE PROPERTY FOR SALE. Situate Dixon's Estate, comprising 4 acres land with Cottage, Dwelling, Bush, fruit and other conveniences. For Particulars Apply to LOWES & JOHNS.: [562, 321, 690, 372]
- ad-line: BEST GROCERIES: [307, 633, 401, 644]
- ad-body: 300 Sacks Machine Dressed Cocksfoot Seed. COW GRASS, TURNIP SEED. LOWES & JOHNS, Queen-street.: [562, 442, 690, 476]
- ad-body: R. AITKEN & SONS are instructed to sell by public auction at the COMMERCIAL AUCTION ROOMS, on SATURDAY, the 19th MAY, at 2 o'clock. A large quantity of Gold and Silver Watches (new and second-hand), Jewellery of all descriptions. Particulars in future advertisements.: [698, 529, 826, 596]
- ad-line: Invite special attention to their stock of: [291, 111, 416, 128]
- ad-line: WHOLESALE PRICES.: [842, 495, 955, 506]
- ad-body: And is offering them at prices not to be equalled in the Wairarapa.: [562, 1167, 690, 1184]
- article-paragraph: "That in the event of the United District Charitable Aid Board taking action against any of the Wairarapa contributing bodies to recover contributions demanded, that a meeting of the above bodies be summoned at once by the Chairman of the present conference to consider the action to be taken.": [18, 48, 146, 123]
- classified-ad: WANTED KNOWN.—That Winchesters deliver bread and meat and goods in the district.: [970, 762, 1098, 788]
- divider: [835, 461, 962, 462]
- divider: [563, 935, 690, 936]
- classified-ad: WANTED KNOWN.—Whole Oats, Crushed Oats, and Bran, Fowls Wheat, Cut-straw Chaff on Sale always at J. P. COWIE'S Corner Store.: [970, 561, 1098, 595]
- ad-line: TABLE CUTLERY,: [293, 338, 414, 354]
- ad-line: COMMISSION AGENTS, &c.,: [712, 98, 812, 107]
- classified-ad: WANTED KNOWN.—That LETHABY BROS. Umbrella makers have moved their shop to 88, Manners-street, Wellington, also at Dunedin, Invercargill and Oamaru. UMBRELLAS made, re-covered, and repaired, cheaper than any other house in Wellington. All kinds of China and Glass neatly repaired. Cutlery ground and set. Workmanship Guaranteed. No 9, Manners Street, Wellington.: [834, 48, 962, 148]
- section-subheading: (From our own correspondent.): [28, 376, 135, 385]
- ad-body: We now offer a great variety of new designs in Sheep, Single and Double, French, and Half-Tester, Child's Cots, Wove Wire Mattresses,: [290, 290, 418, 324]
- article-heading: GOLD AT TERAWHITI.: [43, 621, 120, 630]
- classified-ad: WANTED KNOWN.—Seeed Turnips 3lb., Carrots 3/6 per cwt., at CRESTAURANT & Co.'s.: [970, 193, 1098, 219]
- ad-line: STYLES & FASHIONS: [454, 492, 526, 526]
- ad-body: Tea, Desert, and Table Spoons, Desert and Table Forks, Dish Covers, Tea and Coffee Services, Afternoon Tea Sets, Desert Sets in Cases, Cake Baskets, Cruets and Egg Frames, Afternoon Tea Spoons.: [290, 401, 418, 452]
- classified-ad: WANTED KNOWN.—That Winchesters will supply you in any quantity with pastry and confectionery.: [970, 727, 1098, 761]
- article-heading: THE CHINESE QUESTION.: [35, 394, 128, 403]
- ad-heading: WANTED TO SELL OR LEASE.: [163, 873, 272, 894]
- ad-line: (OPPOSITE DENISON HOUSE) MASTERTON.: [573, 1098, 679, 1115]
- ad-line: ALSO,: [343, 882, 365, 891]
- ad-body: GUNS—Special Note. Any person buying a gun MAY TRY IT FOR APPOINTMENT, and if dissatisfied may exchange it for any other in the establishment. JNO. YOUNG, Ironmonger, Wellington. The best value for CASH.: [562, 1002, 690, 1061]
- classified-ad: WANTED.—A GOOD DRESSMAKER. Apply Sharp to Miss GRANGER, Dressmaking Department, M. CASELBERG & Co.: [970, 220, 1098, 254]
- ad-line: LAWN MOWERS: [312, 129, 396, 140]
- classified-ad: TANGHIUMAU OCCISPOOT SEED TO SELL, in lots to suit purchasers. Sample on application. J.S. STUCKEY, Opaki.: [834, 423, 962, 457]
- letter-signature: EXPELLED.: [241, 484, 282, 493]
- classified-ad: WANTED.—The Public to know that W. SHAW is the largest dealer in New and Second-hand goods of any description.: [970, 499, 1098, 533]
- ad-body: 4 YEAR OLD BULL, BACHELOR, by Sheriff, bred by W. Wheeler, of Hakomba. First Prize Taker.: [562, 390, 690, 416]
- divider: [699, 1005, 826, 1006]
- ad-line: COMPANY.: [725, 917, 800, 933]
- ad-subtitle: IRONMONGERS,: [311, 89, 397, 99]
- notice-body: WANTED TENDERS for digging potatoes. Tenders to close on SATURDAY NEXT, May 5th. Further particulars apply to T. E. CHAMBERLAIN, Upper Plain.: [426, 1329, 554, 1371]
- notice-heading: NOTICE.: [460, 876, 520, 892]
- ad-body: Sugar—Finest Cut Loaf, 8d per lb; 2lb per cake; Crystallized, 2s 6d 48lb bags; C 5d, 7s 48lb bag. Cheese, 3 pkgs 1s. Currants, 3 lbs, 5s per cwt. Flour 10lb, 1s bag; 50lb 5s 3d bag; 25lb 2s 9d bag. Oatmeal, Anderson's, 2s 6d bag. Rice, 3d per lb, 2s 6d doz. Extract 12 packets for 1s; Blue, 36 squares for 7d; Thumb blue 6d per lb. Coleman's Starch (fancy boxes), 4d. Mixed Cocktail Peel, 10d per lb. Sardines, 12 tins 7s 6d. Painkiller 1s 2d bottle. Sardines 3 tins 1s. Baking Powder (Cream'd), 3 tins 1s; Cornflour 2lb 1s; Vermicelli and Macaroni 7d per lb. Sunlight Powders (English), 9d box; pure Dripping 6d lb; Shampoo. Candles, 4d per lb; Soap 24 bars for 1s.: [290, 655, 418, 814]
- ad-title: M. CASELBERG & CO.,: [837, 622, 960, 656]
- ad-line: P. DICKSON,: [709, 939, 816, 987]
- classified-ad: WANTED.—Employers requiring Servants to send to Davis & Co., Wellington Labor Exchange and Shipping Registry Office, 36, Manners-street, Wellington.: [970, 789, 1098, 831]
- ad-line: WILLIS-STREET,: [325, 102, 383, 111]
